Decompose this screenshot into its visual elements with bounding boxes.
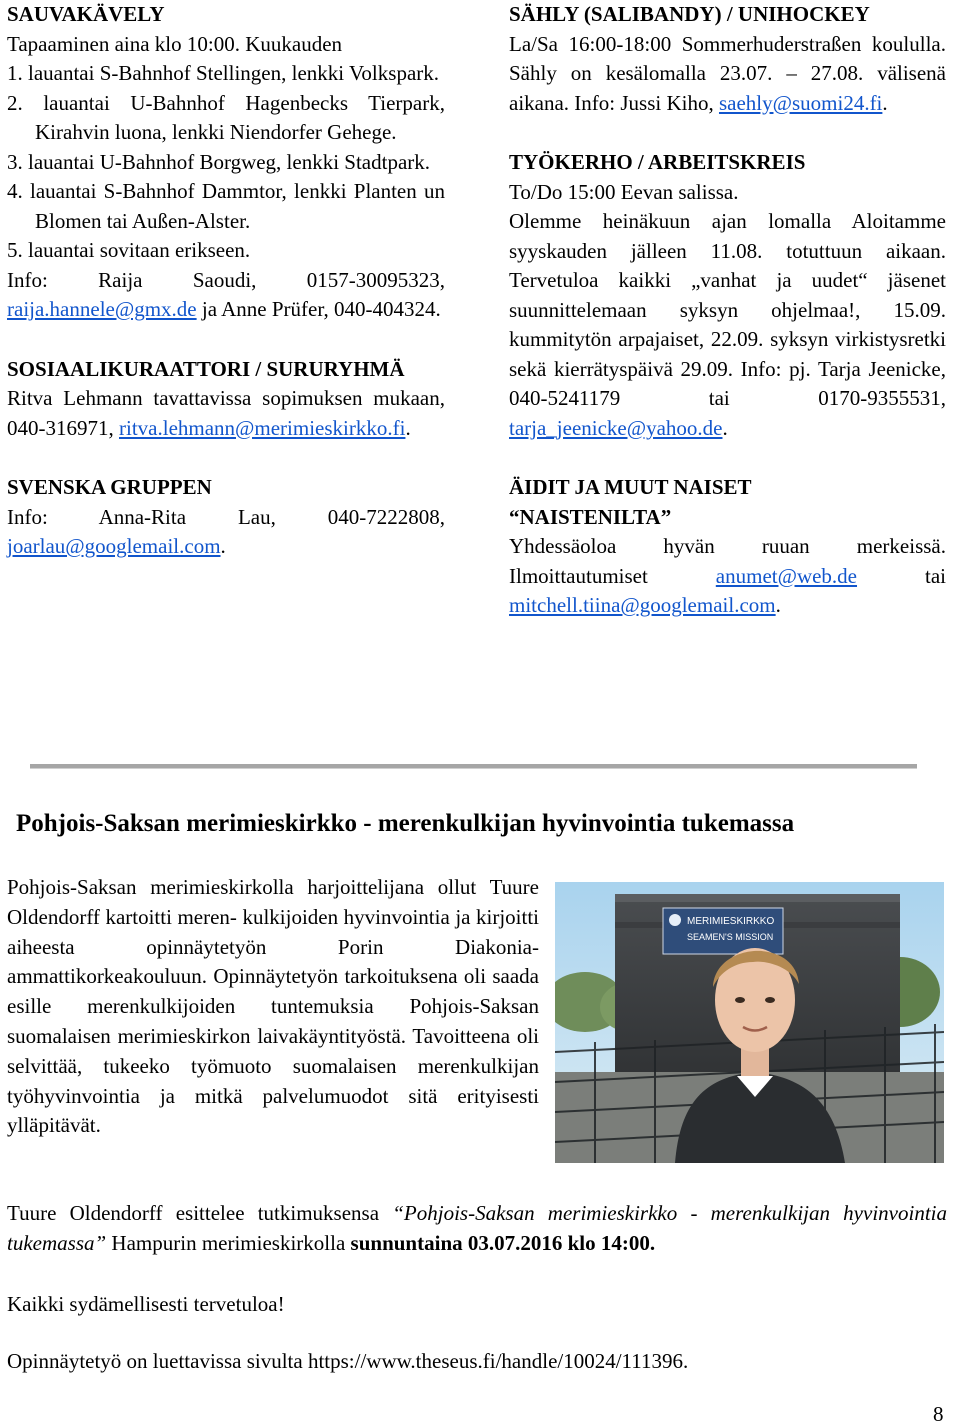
walk-info-prefix: Info: Raija Saoudi, 0157-30095323,	[7, 267, 445, 292]
photo-sign-line-1: MERIMIESKIRKKO	[687, 916, 775, 927]
right-column	[509, 0, 946, 621]
workclub-line1: To/Do 15:00 Eevan salissa.	[509, 179, 739, 204]
walk-item-5: 5. lauantai sovitaan erikseen.	[7, 238, 251, 262]
workclub-email-link[interactable]: tarja_jeenicke@yahoo.de	[509, 415, 723, 440]
curator-heading: SOSIAALIKURAATTORI / SURURYHMÄ	[7, 356, 405, 381]
curator-text	[7, 384, 445, 443]
walk-intro: Tapaaminen aina klo 10:00. Kuukauden	[7, 31, 343, 56]
mothers-email-link-2[interactable]: mitchell.tiina@googlemail.com	[509, 593, 776, 617]
walk-item-2: 2. lauantai U-Bahnhof Hagenbecks Tierpark, Kirahvin luona, lenkki Niendorfer Gehege.	[7, 90, 445, 144]
walk-info-suffix: ja Anne Prüfer, 040-404324.	[196, 297, 441, 321]
presentation-mid: Hampurin merimieskirkolla	[106, 1230, 351, 1255]
article-body: Pohjois-Saksan merimieskirkolla harjoittelijana ollut Tuure Oldendorff kartoitti meren- kulkijoiden hyvinvointia ja kirjoitti aiheesta opinnäytetyön Porin Diakonia-ammattikorkeakouluun. Opinnäytetyön tarkoituksena oli saada esille merenkulkijoiden tuntemuksia Pohjois-Saksan suomalaisen merimieskirkon laivakäyntityöstä. Tavoitteena oli selvittää, tukeeko työmuoto suomalaisen merenkulkijan työhyvinvointia ja mitkä palvelumuodot sitä erityisesti ylläpitävät.	[7, 875, 539, 1138]
mothers-suffix: .	[775, 593, 781, 617]
photo-illustration	[555, 882, 944, 1163]
swedish-suffix: .	[220, 534, 226, 558]
mothers-info: Yhdessäoloa hyvän ruuan merkeissä. Ilmoittautumiset	[509, 534, 946, 588]
floorball-heading: SÄHLY (SALIBANDY) / UNIHOCKEY	[509, 2, 870, 26]
mothers-text	[509, 532, 946, 621]
walk-item-4: 4. lauantai S-Bahnhof Dammtor, lenkki Planten un Blomen tai Außen-Alster.	[7, 179, 445, 233]
presentation-prefix: Tuure Oldendorff esittelee tutkimuksensa	[7, 1201, 393, 1225]
walk-item-3: 3. lauantai U-Bahnhof Borgweg, lenkki Stadtpark.	[7, 149, 431, 174]
floorball-email-link[interactable]: saehly@suomi24.fi	[718, 90, 883, 115]
swedish-email-link[interactable]: joarlau@googlemail.com	[7, 534, 221, 558]
walk-info	[7, 266, 445, 325]
floorball-info: La/Sa 16:00-18:00 Sommerhuderstraßen koululla. Sähly on kesälomalla 23.07. – 27.08. välisenä aikana. Info: Jussi Kiho,	[509, 31, 946, 115]
photo-sign-line-2: SEAMEN'S MISSION	[687, 932, 774, 942]
workclub-info: Olemme heinäkuun ajan lomalla Aloitamme syyskauden jälleen 11.08. totuttuun aikaan. Tervetuloa kaikki „vanhat ja uudet“ jäsenet suunnittelemaan syksyn ohjelmaa!, 15.09. kummitytön arpajaiset, 22.09. syksyn virkistysretki sekä kierrätyspäivä 29.09. Info: pj. Tarja Jeenicke, 040-5241179 tai 0170-9355531,	[509, 209, 946, 410]
presentation-title: “Pohjois-Saksan merimieskirkko - merenkulkijan hyvinvointia tukemassa”	[7, 1201, 947, 1255]
presentation-date: sunnuntaina 03.07.2016 klo 14:00.	[350, 1230, 656, 1255]
workclub-suffix: .	[722, 415, 728, 440]
floorball-suffix: .	[882, 90, 888, 115]
mothers-heading-2: “NAISTENILTA”	[509, 504, 672, 529]
left-column	[7, 0, 445, 562]
workclub-text	[509, 207, 946, 443]
swedish-info: Info: Anna-Rita Lau, 040-7222808,	[7, 504, 445, 529]
mothers-mid: tai	[857, 563, 946, 588]
walk-heading: SAUVAKÄVELY	[7, 2, 165, 26]
floorball-text	[509, 30, 946, 119]
section-divider	[30, 764, 917, 769]
mothers-email-link-1[interactable]: anumet@web.de	[715, 563, 858, 588]
article-photo	[555, 882, 944, 1163]
swedish-text	[7, 503, 445, 562]
curator-email-link[interactable]: ritva.lehmann@merimieskirkko.fi	[119, 415, 406, 440]
walk-item-1: 1. lauantai S-Bahnhof Stellingen, lenkki Volkspark.	[7, 61, 440, 85]
swedish-heading: SVENSKA GRUPPEN	[7, 475, 212, 499]
page-number: 8	[933, 1402, 944, 1426]
curator-info: Ritva Lehmann tavattavissa sopimuksen mukaan, 040-316971,	[7, 386, 445, 440]
mothers-heading-1: ÄIDIT JA MUUT NAISET	[509, 475, 752, 499]
welcome-text: Kaikki sydämellisesti tervetuloa!	[7, 1292, 285, 1316]
thesis-text: Opinnäytetyö on luettavissa sivulta https://www.theseus.fi/handle/10024/111396.	[7, 1349, 689, 1373]
workclub-heading: TYÖKERHO / ARBEITSKREIS	[509, 150, 806, 174]
curator-suffix: .	[405, 415, 411, 440]
walk-email-link[interactable]: raija.hannele@gmx.de	[7, 297, 197, 321]
article-title: Pohjois-Saksan merimieskirkko - merenkulkijan hyvinvointia tukemassa	[16, 810, 795, 837]
presentation-text	[7, 1199, 947, 1258]
